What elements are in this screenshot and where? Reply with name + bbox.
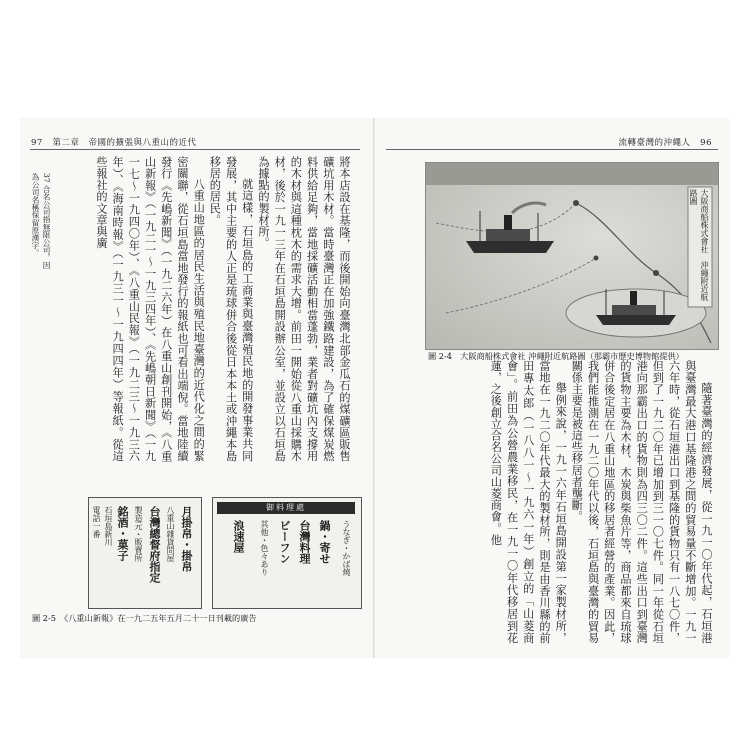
right-book-title: 流轉臺灣的沖繩人 xyxy=(618,138,691,148)
ad-a-line-3: 台灣總督府指定 xyxy=(148,506,161,583)
ad-a-line-7: 電話一番 xyxy=(92,506,101,538)
left-header-rule xyxy=(30,149,360,150)
left-body-text xyxy=(80,156,352,462)
ad-a-line-4: 製造元・販賣所 xyxy=(134,506,143,562)
ad-b-line-1: うなぎ・かば燒 xyxy=(342,520,351,576)
left-chapter-title: 第二章 帝國的擴張與八重山的近代 xyxy=(52,138,197,148)
right-page-number: 96 xyxy=(700,138,712,148)
steamship-lower xyxy=(566,289,706,337)
ad-b-line-5: 其他・色々あり xyxy=(260,520,269,576)
ad-b-line-3: 台灣料理 xyxy=(298,520,311,564)
left-paragraph-2: 就這樣，石垣島的工商業與臺灣殖民地的開發事業共同發展，其中主要的人正是琉球併合後從日本本土或沖繩本島移居的居民。 xyxy=(208,156,254,462)
right-running-head xyxy=(619,136,712,148)
ad-b-banner: 御料理處 xyxy=(217,502,355,514)
figure-2-4-caption: 圖 2-4 大阪商船株式會社 沖繩附近航路圖（那霸市歷史博物館提供） xyxy=(428,351,684,361)
ad-a-line-6: 石垣島新川 xyxy=(104,506,113,546)
left-page-number: 97 xyxy=(31,138,43,148)
ad-a-line-5: 銘酒・菓子 xyxy=(116,506,129,561)
route-map-photo xyxy=(425,162,719,350)
ad-b-line-6: 浪速屋 xyxy=(232,520,245,553)
newspaper-ad-right xyxy=(212,497,362,609)
right-body-text xyxy=(396,360,714,644)
steamship-upper xyxy=(466,203,554,253)
right-header-rule xyxy=(386,149,718,150)
left-running-head xyxy=(31,136,196,148)
map-banner-text: 大阪商船株式會社 沖繩附近航路圖 xyxy=(689,189,709,301)
left-paragraph-1: 將本店設在基隆，而後開始向臺灣北部金瓜石的煤礦區販售礦坑用木材。當時臺灣正在加強鐵路建設，為了確保煤炭燃料供給足夠，當地採礦活動相當蓬勃，業者對礦坑內支撐用的木材與這種枕木的需求大增。前田一開始從八重山採購木材，後於一九一三年在石垣島開設辦公室，並設立以石垣島為據點的製材所。 xyxy=(256,156,351,462)
ad-a-line-2: 八重山雜貨問屋 xyxy=(166,506,175,562)
newspaper-ad-left xyxy=(88,497,202,609)
left-paragraph-3: 八重山地區的居民生活與殖民地臺灣的近代化之間的緊密關聯，從石垣島當地發行的報紙也可看出端倪。當地陸續發行《先嶋新聞》（一九二六年）在八重山創刊開始，《八重山新報》（一九二一～一九三四年）、《先嶋朝日新聞》（一九一七～一九四〇年）、《八重山民報》（一九二三～一九三六年）、《海南時報》（一九三一～一九四四年）等報紙。從這些報社的文章與廣 xyxy=(94,156,206,462)
ad-b-line-4: ビーフン xyxy=(278,520,291,564)
ad-a-line-1: 月掛帛・掛帛 xyxy=(180,506,193,572)
book-gutter xyxy=(373,118,375,658)
figure-2-5-caption: 圖 2-5 《八重山新報》在一九二五年五月二十一日刊載的廣告 xyxy=(32,613,257,623)
ad-b-line-2: 鍋・寄せ xyxy=(318,520,331,564)
right-paragraph-2: 舉例來說，一九一六年石垣島開設第一家製材所，當地在一九二〇年代最大的製材所，則是由香川縣的前田專太郎（一八八一～一九六一年）創立的「山菱商會」。前田為公營農業移民，在一九一〇年代移居到花蓮，之後創立合名公司山菱商會。他 xyxy=(489,360,568,644)
right-paragraph-1: 隨著臺灣的經濟發展，從一九一〇年代起，石垣港與臺灣最大港口基隆港之間的貿易量不斷增加。一九一六年時，從石垣港出口到基隆的貨物只有一八七〇件，但到了一九二〇年已增加到三一〇七件。同一年從石垣港向那霸出口的貨物則為四三〇二件。這些出口到臺灣的貨物主要為木材、木炭與柴魚片等，商品都來自琉球併合後定居在八重山地區的移居者經營的產業。因此，我們能推測在一九二〇年代以後，石垣島與臺灣的貿易關係主要是被這些移居者壟斷。 xyxy=(570,360,713,644)
footnote-37: 37 合名公司指無限公司，因為公司名稱保留原漢字。 xyxy=(31,173,51,269)
